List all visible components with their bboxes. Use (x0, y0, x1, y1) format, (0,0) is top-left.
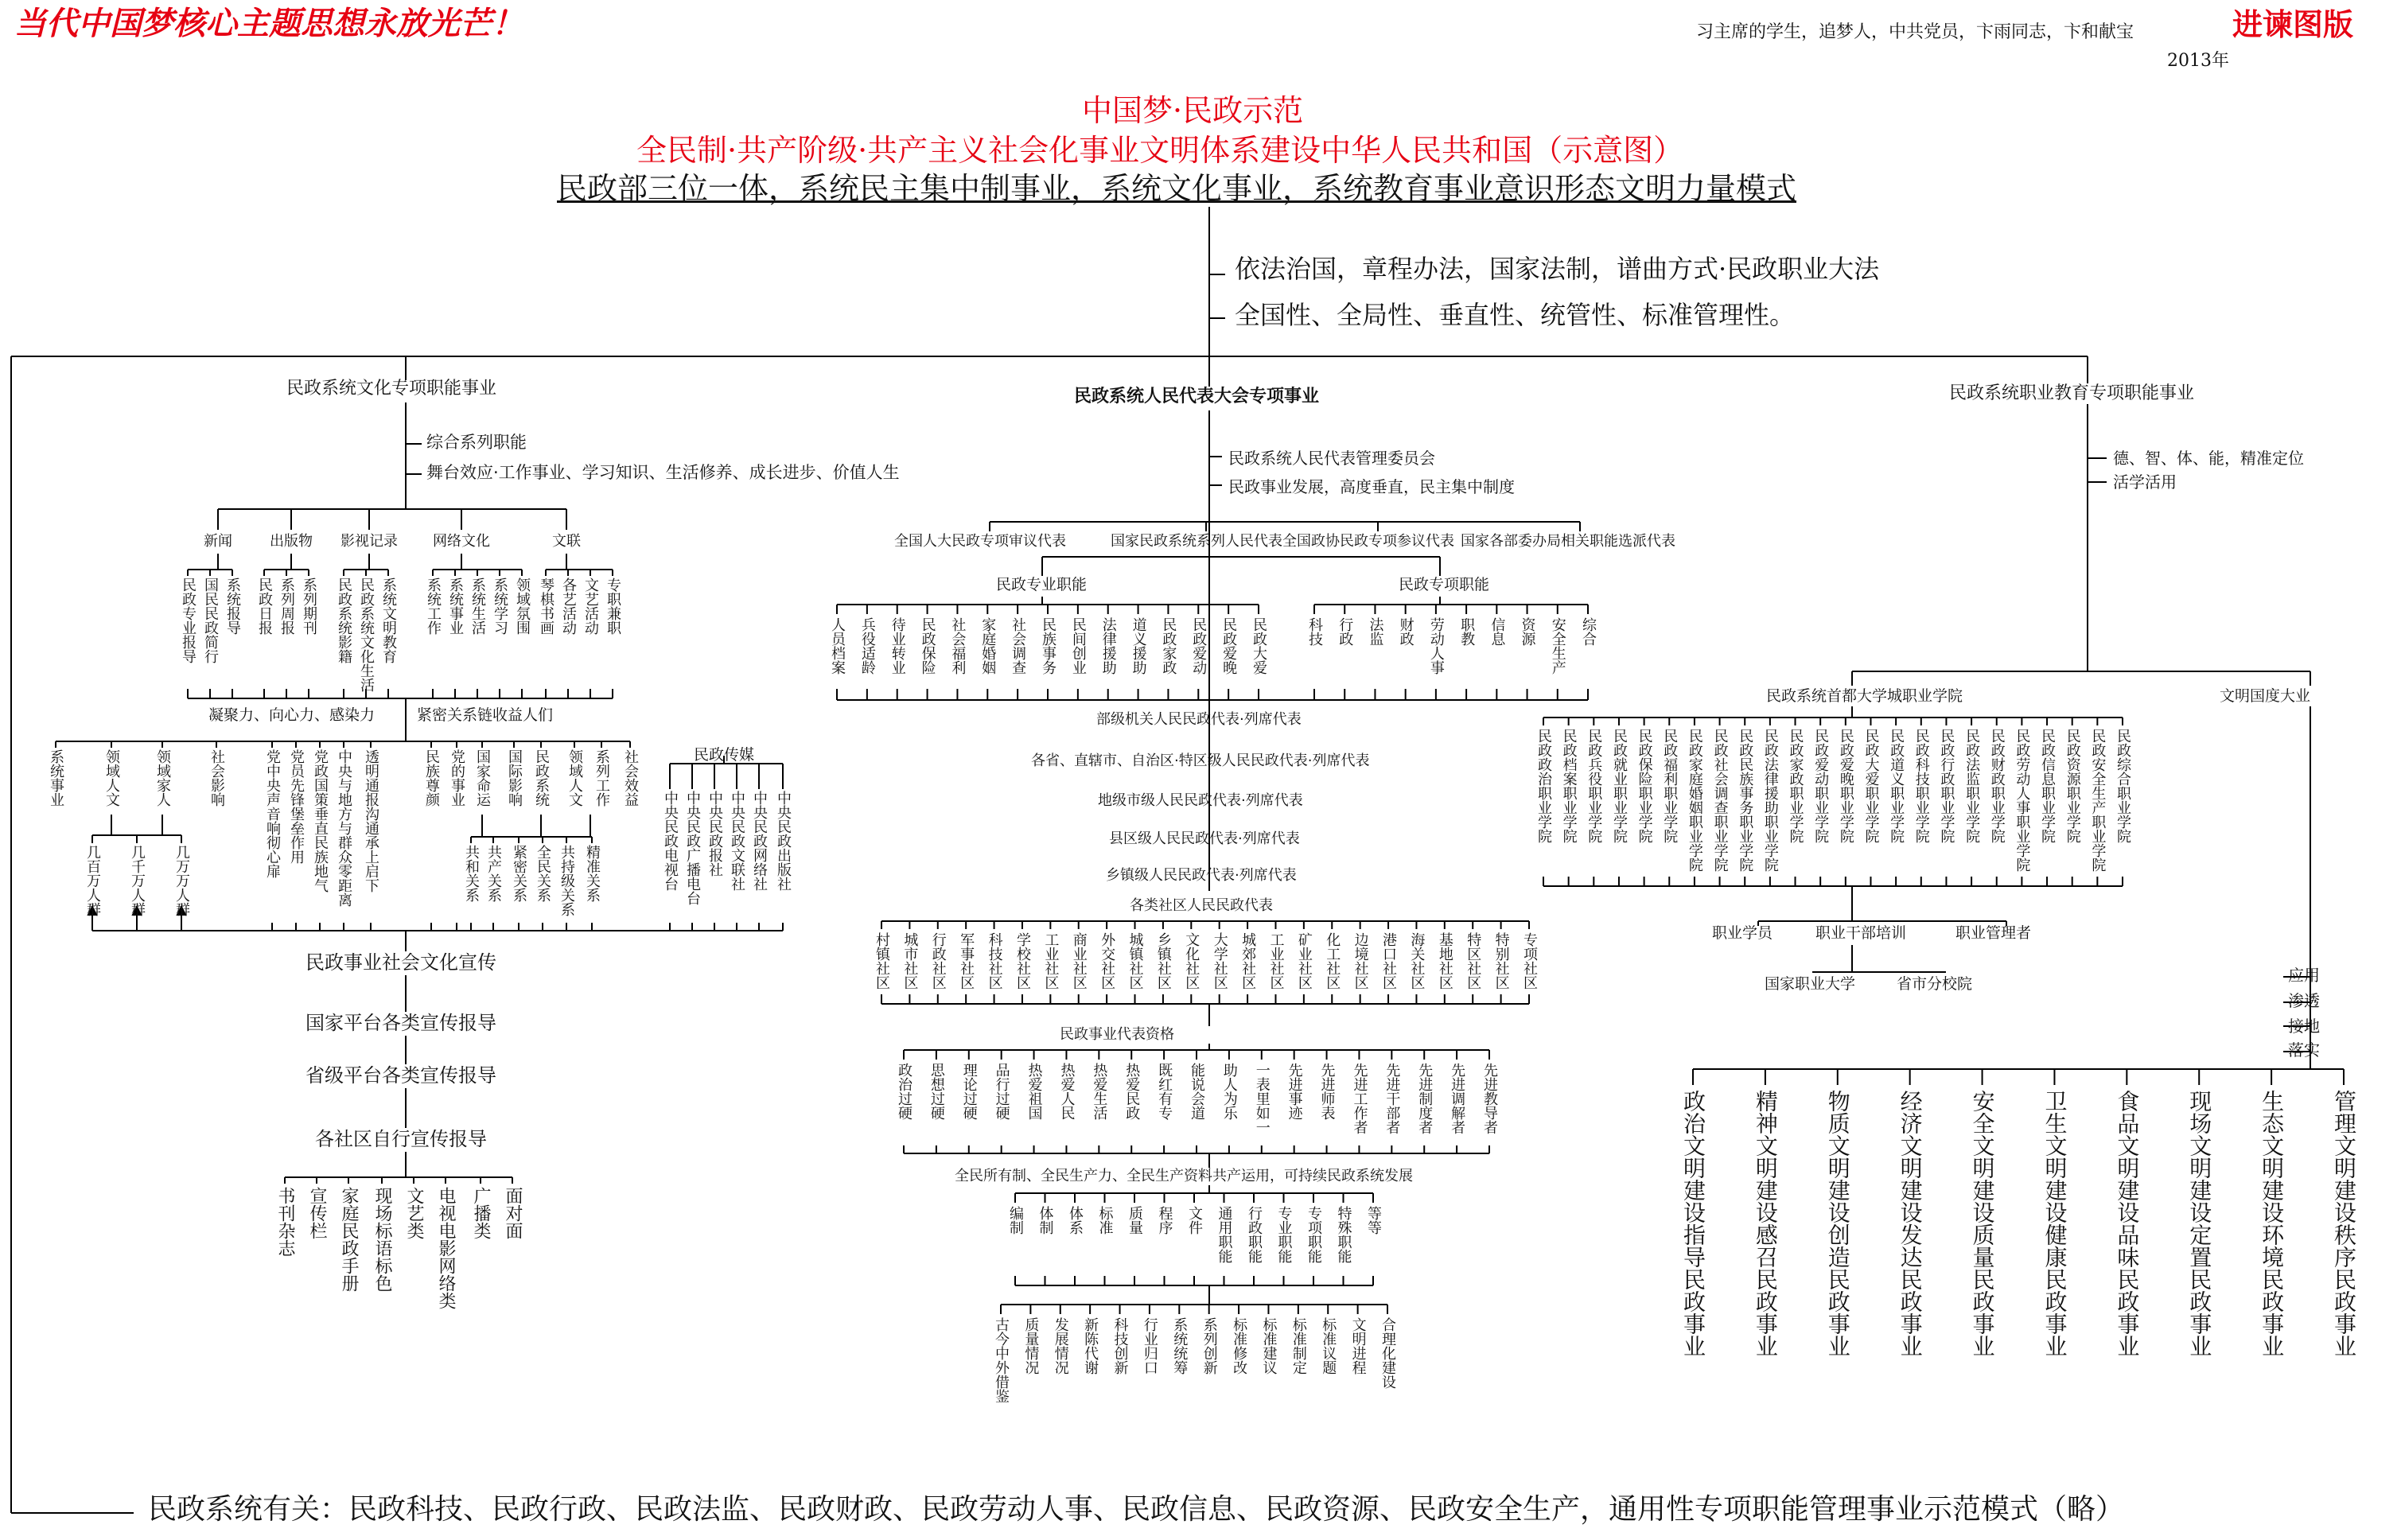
right-national-univ: 国家职业大学 (1765, 975, 1856, 993)
center-note-2: 民政事业发展，高度垂直，民主集中制度 (1228, 477, 1515, 496)
center-community: 大学社区 (1211, 932, 1228, 990)
header-author: 习主席的学生，追梦人，中共党员，卞雨同志，卞和献宝 (1696, 22, 2134, 42)
right-college: 民政社会调查职业学院 (1711, 729, 1729, 872)
center-rep-community: 各类社区人民民政代表 (1130, 897, 1273, 914)
left-impact-item: 民族尊颜 (423, 749, 440, 807)
footer-text: 民政系统有关：民政科技、民政行政、民政法监、民政财政、民政劳动人事、民政信息、民政资源、民政安全生产，通用性专项职能管理事业示范模式（略） (148, 1493, 2125, 1526)
title-model: 民政部三位一体，系统民主集中制事业，系统文化事业，系统教育事业意识形态文明力量模式 (557, 171, 1797, 206)
center-rep-prefecture: 地级市级人民民政代表·列席代表 (1098, 792, 1303, 809)
center-pro-item: 家庭婚姻 (979, 617, 997, 675)
center-note-1: 民政系统人民代表管理委员会 (1228, 449, 1435, 468)
center-community: 特区社区 (1465, 932, 1482, 990)
left-national: 国家平台各类宣传报导 (305, 1012, 496, 1034)
center-committee: 全国政协民政专项参议代表 (1282, 533, 1454, 550)
left-impact-item: 领域人文 (103, 749, 120, 807)
right-college: 民政福利职业学院 (1661, 729, 1679, 843)
left-category-item: 系列期刊 (301, 578, 317, 635)
left-outlet: 现场标语标色 (372, 1187, 392, 1292)
center-pro-item: 民政家政 (1160, 617, 1177, 675)
right-civilization-item: 现场文明建设定置民政事业 (2186, 1090, 2213, 1357)
center-committee: 国家各部委办局相关职能选派代表 (1461, 533, 1675, 550)
center-community: 基地社区 (1436, 932, 1453, 990)
center-community: 城镇社区 (1127, 932, 1144, 990)
left-category-item: 琴棋书画 (538, 578, 555, 635)
right-managers: 职业管理者 (1955, 924, 2032, 942)
center-goal: 标准建议 (1260, 1317, 1278, 1375)
center-goal: 新陈代谢 (1082, 1317, 1099, 1375)
left-relation: 精准关系 (584, 845, 601, 902)
right-college: 民政大爱职业学院 (1862, 729, 1880, 843)
center-pro-item: 民政保险 (919, 617, 936, 675)
left-impact-item: 社会影响 (208, 749, 225, 807)
left-outlet: 家庭民政手册 (339, 1187, 359, 1292)
center-goal: 质量情况 (1022, 1317, 1040, 1375)
center-qualification-item: 理论过硬 (960, 1063, 978, 1120)
center-qualification-item: 热爱生活 (1091, 1063, 1108, 1120)
center-spec-item: 职教 (1458, 617, 1476, 646)
center-qualification-item: 先进师表 (1318, 1063, 1336, 1120)
left-crowd: 几百万人群 (84, 845, 101, 916)
center-branch-title: 民政系统人民代表大会专项事业 (1074, 387, 1320, 406)
left-category: 出版物 (270, 533, 313, 550)
center-spec-item: 行政 (1337, 617, 1354, 646)
center-rep-ministry: 部级机关人民民政代表·列席代表 (1096, 711, 1302, 728)
center-standard: 专项职能 (1306, 1206, 1322, 1263)
left-crowd: 几千万人群 (129, 845, 146, 916)
header-slogan: 当代中国梦核心主题思想永放光芒！ (14, 5, 523, 42)
left-media-outlet: 中央民政网络社 (751, 791, 768, 891)
left-media-outlet: 中央民政广播电台 (684, 791, 701, 905)
left-category-item: 系统报导 (224, 578, 241, 635)
right-college: 民政爱动职业学院 (1812, 729, 1830, 843)
center-goal: 文明进程 (1349, 1317, 1367, 1375)
left-community: 各社区自行宣传报导 (315, 1128, 487, 1150)
center-standard: 文件 (1186, 1206, 1203, 1235)
center-community: 港口社区 (1380, 932, 1398, 990)
center-goal: 系列创新 (1200, 1317, 1218, 1375)
right-civilization-item: 生态文明建设环境民政事业 (2259, 1090, 2286, 1357)
left-impact-item: 系列工作 (593, 749, 610, 807)
right-capital-univ: 民政系统首都大学城职业学院 (1766, 687, 1963, 705)
right-note-2: 活学活用 (2113, 472, 2177, 492)
center-pro-item: 民族事务 (1040, 617, 1057, 675)
left-category-item: 系统生活 (469, 578, 486, 635)
center-spec-item: 安全生产 (1549, 617, 1566, 675)
right-college: 民政法律援助职业学院 (1761, 729, 1779, 872)
center-community: 边境社区 (1352, 932, 1369, 990)
center-rep-township: 乡镇级人民民政代表·列席代表 (1106, 867, 1297, 884)
center-goal: 标准制定 (1290, 1317, 1307, 1375)
center-community: 村镇社区 (874, 932, 890, 990)
left-category-item: 专职兼职 (605, 578, 621, 635)
center-standard: 质量 (1127, 1206, 1143, 1235)
left-media-outlet: 中央民政电视台 (662, 791, 679, 891)
left-impact-item: 社会效益 (622, 749, 639, 807)
center-qualification-item: 先进干部者 (1383, 1063, 1401, 1134)
left-category-item: 系统事业 (447, 578, 464, 635)
right-college: 民政民族事务职业学院 (1737, 729, 1754, 872)
center-pro-label: 民政专业职能 (996, 576, 1088, 593)
center-community: 矿业社区 (1295, 932, 1313, 990)
center-standard: 标准 (1096, 1206, 1114, 1235)
left-promo: 民政事业社会文化宣传 (305, 951, 496, 974)
right-college: 民政综合职业学院 (2115, 729, 2131, 843)
center-community: 外交社区 (1099, 932, 1116, 990)
center-qualification-item: 先进制度者 (1416, 1063, 1434, 1134)
right-connect: 接地 (2288, 1017, 2320, 1036)
left-media-label: 民政传媒 (694, 746, 755, 764)
left-impact-item: 透明通报沟通承上启下 (363, 749, 379, 892)
left-media-outlet: 中央民政报社 (706, 791, 723, 877)
left-impact-item: 领域家人 (154, 749, 171, 807)
center-community: 城市社区 (901, 932, 919, 990)
center-qualification-item: 一表里如一 (1253, 1063, 1271, 1134)
right-college: 民政安全生产职业学院 (2089, 729, 2107, 872)
center-community: 行政社区 (929, 932, 947, 990)
left-relation: 共持级关系 (558, 845, 575, 916)
center-goal: 古今中外借鉴 (993, 1317, 1010, 1403)
center-community: 乡镇社区 (1154, 932, 1172, 990)
center-qualification-item: 先进调解者 (1449, 1063, 1466, 1134)
left-category: 新闻 (204, 533, 232, 550)
center-goal: 科技创新 (1111, 1317, 1129, 1375)
right-college: 民政财政职业学院 (1988, 729, 2006, 843)
center-pro-item: 民政爱晚 (1220, 617, 1238, 675)
center-pro-item: 民间创业 (1069, 617, 1087, 675)
left-relation: 共产关系 (485, 845, 502, 902)
center-qualification-item: 热爱民政 (1123, 1063, 1141, 1120)
left-category-item: 各艺活动 (560, 578, 577, 635)
right-college: 民政劳动人事职业学院 (2014, 729, 2031, 872)
left-relation: 共和关系 (463, 845, 480, 902)
left-category: 文联 (552, 533, 581, 550)
left-impact-item: 民政系统 (533, 749, 550, 807)
center-spec-item: 劳动人事 (1427, 617, 1445, 675)
principle-scope: 全国性、全局性、垂直性、统管性、标准管理性。 (1235, 300, 1796, 330)
right-civilization-item: 食品文明建设品味民政事业 (2114, 1090, 2141, 1357)
right-civilization-item: 政治文明建设指导民政事业 (1680, 1090, 1706, 1357)
right-branch-campus: 省市分校院 (1897, 975, 1973, 993)
principle-law: 依法治国，章程办法，国家法制，谱曲方式·民政职业大法 (1235, 254, 1880, 284)
center-standard: 等等 (1365, 1206, 1382, 1235)
center-standard: 特殊职能 (1335, 1206, 1352, 1263)
left-category-item: 领域氛围 (514, 578, 531, 635)
right-college: 民政档案职业学院 (1560, 729, 1578, 843)
left-cohesion: 凝聚力、向心力、感染力 (208, 706, 376, 724)
center-community: 化工社区 (1324, 932, 1341, 990)
center-pro-item: 民政爱动 (1190, 617, 1208, 675)
left-impact-item: 系统事业 (48, 749, 64, 807)
left-provincial: 省级平台各类宣传报导 (305, 1064, 496, 1087)
center-goal: 标准议题 (1320, 1317, 1337, 1375)
center-qualification-item: 既红有专 (1156, 1063, 1173, 1120)
center-spec-item: 资源 (1519, 617, 1536, 646)
center-pro-item: 人员档案 (829, 617, 846, 675)
header-year: 2013年 (2167, 51, 2229, 71)
left-note-2: 舞台效应·工作事业、学习知识、生活修养、成长进步、价值人生 (426, 463, 900, 482)
left-category-item: 文艺活动 (582, 578, 599, 635)
left-impact-item: 党的事业 (449, 749, 465, 807)
right-civilization-item: 卫生文明建设健康民政事业 (2041, 1090, 2068, 1357)
center-goal: 合理化建设 (1380, 1317, 1396, 1389)
center-qualification-item: 思想过硬 (928, 1063, 945, 1120)
center-goal: 发展情况 (1052, 1317, 1069, 1375)
left-impact-item: 领域人文 (566, 749, 583, 807)
center-qualification-item: 政治过硬 (896, 1063, 913, 1120)
center-goal: 标准修改 (1231, 1317, 1248, 1375)
left-impact-item: 国际影响 (506, 749, 523, 807)
left-outlet: 电视电影网络类 (436, 1187, 456, 1309)
center-spec-item: 科技 (1306, 617, 1323, 646)
center-community: 专项社区 (1521, 932, 1538, 990)
right-college: 民政信息职业学院 (2039, 729, 2057, 843)
left-category-item: 民政专业报导 (180, 578, 197, 663)
center-spec-item: 法监 (1367, 617, 1384, 646)
right-college: 民政法监职业学院 (1963, 729, 1981, 843)
center-spec-item: 财政 (1397, 617, 1415, 646)
center-community: 城郊社区 (1239, 932, 1257, 990)
center-committee: 全国人大民政专项审议代表 (894, 533, 1066, 550)
center-community: 文化社区 (1183, 932, 1200, 990)
right-college: 民政科技职业学院 (1913, 729, 1930, 843)
right-civic: 文明国度大业 (2220, 687, 2311, 705)
center-pro-item: 待业转业 (889, 617, 906, 675)
center-spec-item: 信息 (1488, 617, 1506, 646)
right-college: 民政爱晚职业学院 (1837, 729, 1854, 843)
center-ownership: 全民所有制、全民生产力、全民生产资料共产运用，可持续民政系统发展 (955, 1168, 1413, 1184)
left-outlet: 宣传栏 (307, 1187, 327, 1239)
center-community: 工业社区 (1042, 932, 1060, 990)
center-pro-item: 民政大爱 (1251, 617, 1267, 675)
right-students: 职业学员 (1712, 924, 1773, 942)
right-college: 民政行政职业学院 (1938, 729, 1955, 843)
center-pro-item: 社会调查 (1010, 617, 1027, 675)
left-category: 网络文化 (433, 533, 490, 550)
left-category-item: 民政日报 (256, 578, 273, 635)
right-college: 民政兵役职业学院 (1586, 729, 1603, 843)
center-qualification-item: 先进教导者 (1481, 1063, 1498, 1134)
right-cadre: 职业干部培训 (1815, 924, 1907, 942)
center-qualification-item: 热爱祖国 (1025, 1063, 1043, 1120)
right-civilization-item: 经济文明建设发达民政事业 (1897, 1090, 1924, 1357)
center-pro-item: 道义援助 (1130, 617, 1147, 675)
left-impact-item: 党员先锋堡垒作用 (288, 749, 305, 864)
right-implement: 落实 (2288, 1040, 2320, 1060)
center-community: 商业社区 (1070, 932, 1088, 990)
center-standard: 体制 (1037, 1206, 1054, 1235)
center-standard: 专业职能 (1275, 1206, 1293, 1263)
right-civilization-item: 物质文明建设创造民政事业 (1824, 1090, 1851, 1357)
left-category-item: 系统工作 (425, 578, 442, 635)
left-media-outlet: 中央民政文联社 (729, 791, 745, 891)
left-outlet: 面对面 (503, 1187, 523, 1239)
left-relation: 紧密关系 (511, 845, 527, 902)
center-spec-label: 民政专项职能 (1399, 576, 1490, 593)
left-impact-item: 中央与地方与群众零距离 (336, 749, 352, 907)
right-college: 民政政治职业学院 (1535, 729, 1552, 843)
center-qualification-item: 热爱人民 (1058, 1063, 1076, 1120)
left-outlet: 文艺类 (404, 1187, 424, 1239)
center-pro-item: 法律援助 (1099, 617, 1117, 675)
right-note-1: 德、智、体、能，精准定位 (2113, 449, 2304, 468)
center-standard: 行政职能 (1246, 1206, 1263, 1263)
center-pro-item: 社会福利 (949, 617, 967, 675)
left-crowd: 几万万人群 (173, 845, 190, 916)
center-qualification-item: 先进工作者 (1351, 1063, 1368, 1134)
left-branch-title: 民政系统文化专项职能事业 (286, 379, 497, 399)
left-ties: 紧密关系链收益人们 (417, 706, 554, 724)
center-community: 科技社区 (986, 932, 1003, 990)
center-spec-item: 综合 (1580, 617, 1597, 646)
center-pro-item: 兵役适龄 (858, 617, 876, 675)
center-community: 海关社区 (1408, 932, 1426, 990)
center-goal: 行业归口 (1141, 1317, 1158, 1375)
left-category-item: 系列周报 (278, 578, 295, 635)
right-college: 民政资源职业学院 (2064, 729, 2081, 843)
center-committee: 国家民政系统系列人民代表 (1111, 533, 1282, 550)
right-civilization-item: 安全文明建设质量民政事业 (1969, 1090, 1996, 1357)
right-college: 民政道义职业学院 (1888, 729, 1905, 843)
left-category: 影视记录 (340, 533, 398, 550)
right-civilization-item: 精神文明建设感召民政事业 (1752, 1090, 1779, 1357)
center-goal: 系统统筹 (1171, 1317, 1189, 1375)
left-category-item: 系统学习 (492, 578, 508, 635)
right-permeate: 渗透 (2288, 991, 2320, 1010)
left-impact-item: 党政国策垂直民族地气 (312, 749, 329, 892)
left-impact-item: 党中央声音响彻心扉 (264, 749, 281, 878)
center-qualification-item: 先进事迹 (1286, 1063, 1303, 1120)
center-qualification-item: 助人为乐 (1220, 1063, 1238, 1120)
center-community: 学校社区 (1014, 932, 1031, 990)
center-community: 工业社区 (1267, 932, 1285, 990)
left-category-item: 民政系统影籍 (336, 578, 352, 663)
right-college: 民政保险职业学院 (1636, 729, 1653, 843)
center-community: 特别社区 (1492, 932, 1510, 990)
center-rep-county: 县区级人民民政代表·列席代表 (1109, 830, 1300, 847)
center-standard: 体系 (1067, 1206, 1084, 1235)
right-college: 民政就业职业学院 (1610, 729, 1628, 843)
right-civilization-item: 管理文明建设秩序民政事业 (2331, 1090, 2357, 1357)
left-category-item: 民政系统文化生活 (358, 578, 375, 692)
left-category-item: 系统文明教育 (380, 578, 397, 663)
left-category-item: 国民民政简行 (202, 578, 219, 663)
title-sub: 全民制·共产阶级·共产主义社会化事业文明体系建设中华人民共和国（示意图） (636, 133, 1684, 168)
left-outlet: 广播类 (471, 1187, 491, 1239)
right-college: 民政家庭婚姻职业学院 (1686, 729, 1703, 872)
center-qualification-item: 品行过硬 (993, 1063, 1010, 1120)
center-qualification: 民政事业代表资格 (1060, 1026, 1174, 1043)
left-outlet: 书刊杂志 (275, 1187, 295, 1257)
center-standard: 编制 (1007, 1206, 1024, 1235)
title-main: 中国梦·民政示范 (1082, 93, 1304, 128)
center-rep-province: 各省、直辖市、自治区·特区级人民民政代表·列席代表 (1031, 752, 1370, 769)
right-college: 民政家政职业学院 (1787, 729, 1804, 843)
center-standard: 程序 (1156, 1206, 1173, 1235)
right-apply: 应用 (2288, 966, 2320, 985)
center-qualification-item: 能说会道 (1189, 1063, 1205, 1120)
left-media-outlet: 中央民政出版社 (775, 791, 792, 891)
left-note-1: 综合系列职能 (426, 433, 527, 452)
left-relation: 全民关系 (535, 845, 551, 902)
left-impact-item: 国家命运 (474, 749, 491, 807)
right-branch-title: 民政系统职业教育专项职能事业 (1949, 383, 2195, 403)
center-community: 军事社区 (958, 932, 975, 990)
center-standard: 通用职能 (1216, 1206, 1233, 1263)
header-publisher: 进谏图版 (2232, 6, 2354, 42)
